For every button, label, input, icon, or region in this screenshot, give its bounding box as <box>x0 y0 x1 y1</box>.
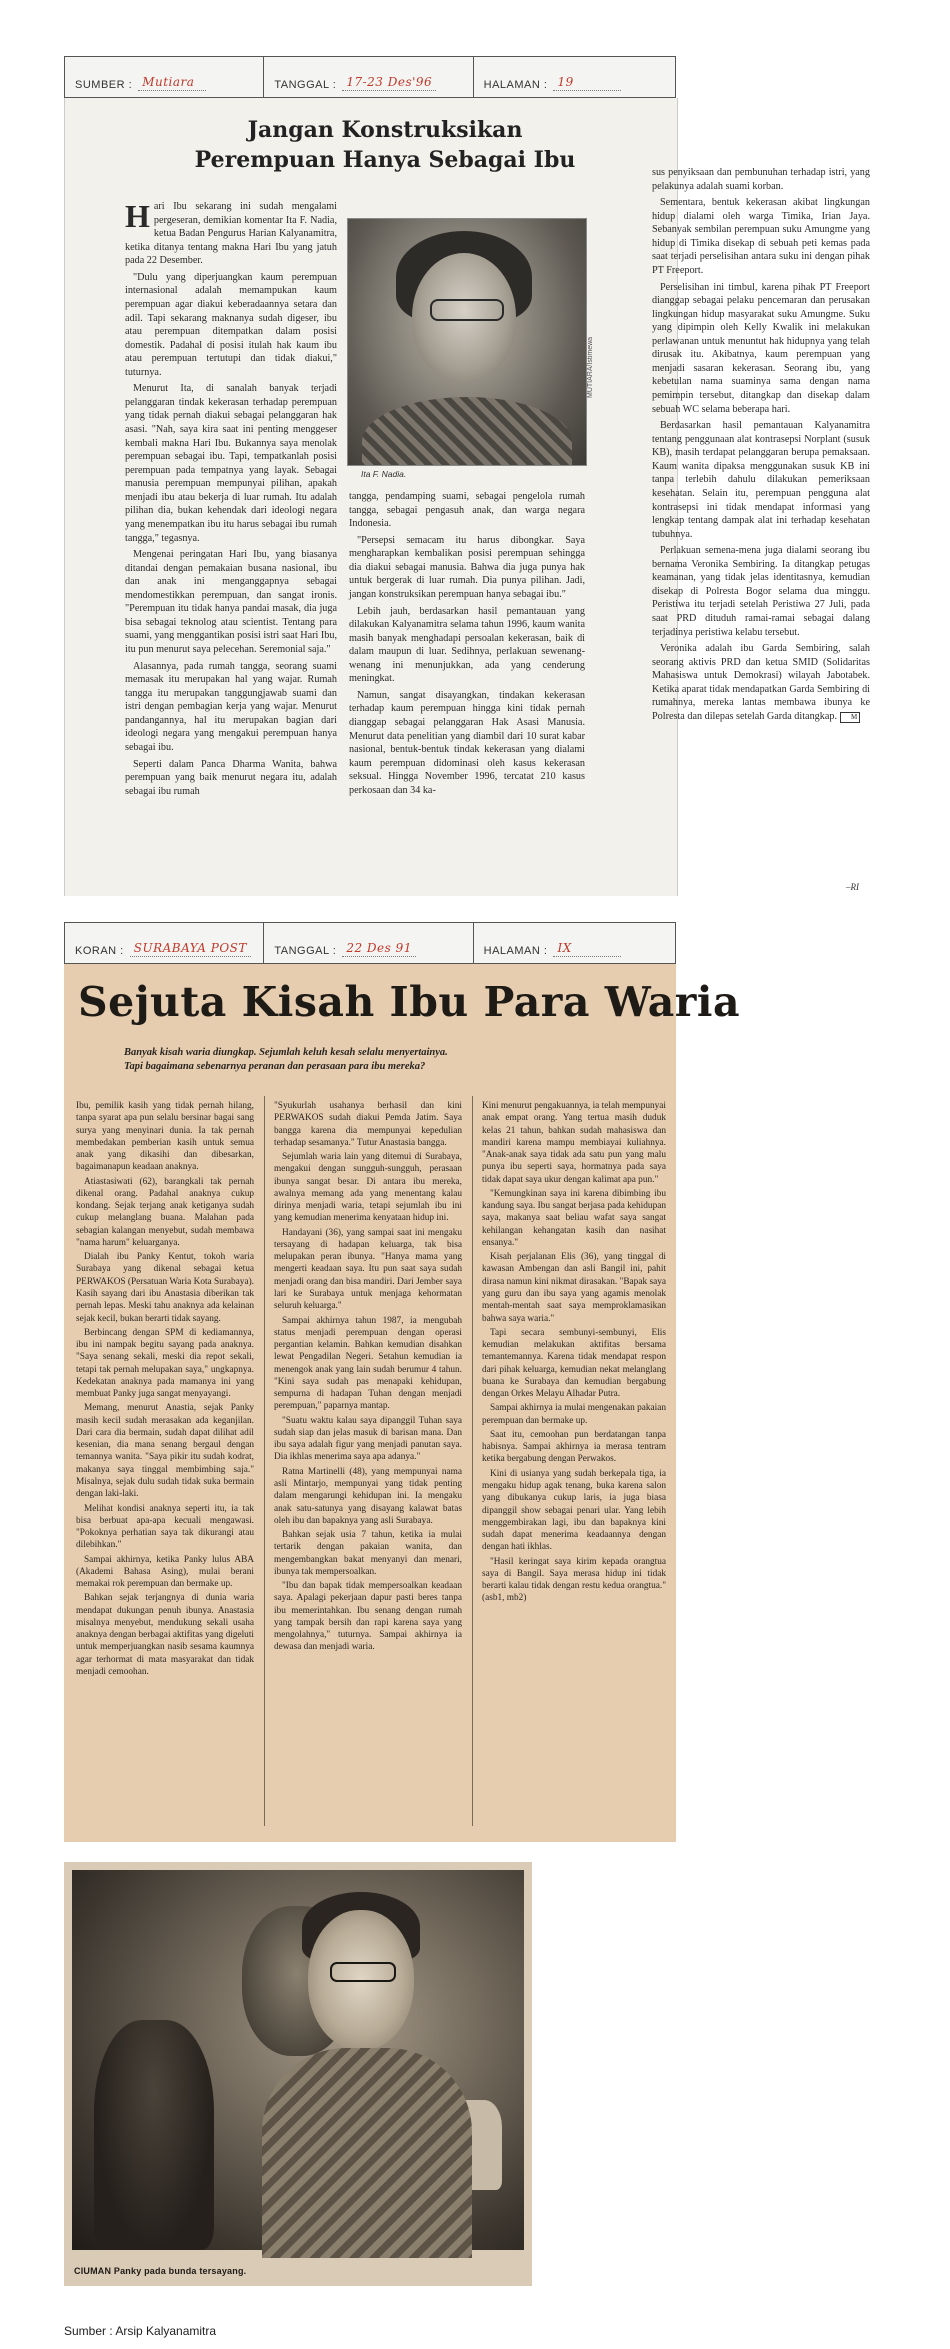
paragraph: Atiastasiwati (62), barangkali tak pernah dikenal orang. Padahal anaknya cukup kondang. Sejak terjang anak ketiganya sudah cukup melanglang buana. Malahan pada sebagian kalangan menyebut, sudah membawa "nama harum" keluarganya. <box>76 1176 254 1248</box>
paragraph: Sementara, bentuk kekerasan akibat lingkungan hidup dialami oleh warga Timika, Irian Jaya. Sebanyak sembilan perempuan suku Amungme yang hidup di Timika disekap di sebuah peti kemas pada saat terjadi perselisihan antara suku ini dengan pihak PT Freeport. <box>652 197 870 276</box>
paragraph: Perselisihan ini timbul, karena pihak PT Freeport dianggap sebagai pelaku pencemaran dan perusakan lingkungan hidup masyarakat suku Amungme. Suku yang dipimpin oleh Kelly Kwalik ini melakukan perlawanan untuk menuntut hak hidupnya yang telah dirusak itu. Akibatnya, kaum perempuan yang menjadi sasaran kekerasan. Seorang ibu, yang kebetulan nama suaminya sama dengan nama pemimpin tersebut, ditangkap dan disekap dalam sebuah WC selama beberapa hari. <box>652 281 870 415</box>
paragraph: Bahkan sejak terjangnya di dunia waria mendapat dukungan penuh ibunya. Anastasia misalnya menyebut, mendukung sekali usaha anaknya dengan berbagai aktifitas yang digeluti untuk memperjuangkan nasib sesama kaumnya agar terhormat di mata masyarakat dan tidak menjadi cemoohan. <box>76 1593 254 1677</box>
tanggal-label: TANGGAL : <box>274 945 337 957</box>
drop-cap: H <box>125 198 150 234</box>
photo-caption: Ita F. Nadia. <box>361 469 407 479</box>
halaman-value: 19 <box>553 75 621 91</box>
halaman-label: HALAMAN : <box>483 945 548 957</box>
koran-cell <box>65 923 264 963</box>
photo-caption: CIUMAN Panky pada bunda tersayang. <box>74 2266 247 2276</box>
paragraph: "Hasil keringat saya kirim kepada orangtua saya di Bangil. Saya merasa hidup ini tidak berarti kalau tidak dengan restu kedua orangtua." (asb1, mb2) <box>482 1556 666 1604</box>
paragraph: Veronika adalah ibu Garda Sembiring, salah seorang aktivis PRD dan ketua SMID (Solidaritas Mahasiswa untuk Demokrasi) wilayah Jabotabek. Ketika aparat tidak mendapatkan Garda Sembiring di rumahnya, mereka lantas membawa ibunya ke Polresta dan dilepas setelah Garda ditangkap. M <box>652 643 870 722</box>
paragraph: Ibu, pemilik kasih yang tidak pernah hilang, tanpa syarat apa pun selalu bersinar bagai sang surya yang menyinari dunia. Ia tak pernah membedakan pemberian kasih untuk semua anak yang dikasihi dan dibesarkan, bagaimanapun keadaan anaknya. <box>76 1101 254 1173</box>
paragraph: "Persepsi semacam itu harus dibongkar. Saya mengharapkan kembalikan posisi perempuan sehingga dia diakui sebagai manusia. Bahwa dia juga punya hak untuk bergerak di luar rumah. Dia punya pilihan. Jadi, jangan konstruksikan perempuan hanya sebagai ibu." <box>349 534 585 600</box>
paragraph: Sampai akhirnya tahun 1987, ia mengubah status menjadi perempuan dengan operasi pergantian kelamin. Bahkan kemudian disahkan lewat Pengadilan Negeri. Setahun kemudian ia menengok anak yang lain sudah berumur 4 tahun. "Kini saya sudah pas menapaki kehidupan, sempurna di hadapan Tuhan dengan menjadi perempuan," paparnya mantap. <box>274 1315 462 1412</box>
paragraph: Mengenai peringatan Hari Ibu, yang biasanya ditandai dengan pemakaian busana nasional, ibu dan anak ini menganggapnya sebagai mendomestikkan perempuan, dan sangat ironis. "Perempuan itu tidak hanya pandai masak, dia juga bisa sebagai teknolog atau scientist. Tentang para suami, yang menggantikan posisi istri saat Hari Ibu, itu pun menurut saya pelecehan. Seremonial saja." <box>125 549 337 655</box>
article-title <box>165 116 605 175</box>
paragraph: Kini di usianya yang sudah berkepala tiga, ia mengaku hidup agak tenang, buka karena salon yang dibukanya cukup laris, ia juga biasa dipanggil show sebagai penari ular. Yang lebih menggembirakan lagi, ibu dan bapaknya kini sudah dapat menerima keadaannya dengan dengan hati ikhlas. <box>482 1468 666 1553</box>
sumber-label: SUMBER : <box>75 79 133 91</box>
photo-credit: MUTIARA/Istimewa <box>587 336 594 398</box>
tanggal-value: 22 Des 91 <box>342 941 416 957</box>
portrait-photo <box>347 218 587 466</box>
paragraph: Melihat kondisi anaknya seperti itu, ia tak bisa berbuat apa-apa kecuali mengawasi. "Pokoknya perhatian saya tak dikurangi atau dilebihkan." <box>76 1503 254 1551</box>
paragraph: Ratna Martinelli (48), yang mempunyai nama asli Mintarjo, mempunyai yang tidak penting dalam mengarungi kehidupan ini. Ia mengaku anak satu-satunya yang disayang kalawat batas oleh ibu dan bapaknya yang asli Surabaya. <box>274 1466 462 1526</box>
clipping-mutiara <box>64 56 676 896</box>
signoff: –RI <box>846 882 859 892</box>
mother-son-photo <box>64 1862 532 2286</box>
article-title-line1: Jangan Konstruksikan <box>247 117 523 143</box>
paragraph: Sejumlah waria lain yang ditemui di Surabaya, mengakui dengan sungguh-sungguh, perasaan ibunya sangat besar. Di antara ibu mereka, awalnya memang ada yang menentang kalau dirinya menjadi waria, tetapi sejumlah ibu ini yang kemudian menerima kenyataan hidup ini. <box>274 1152 462 1224</box>
tanggal-cell <box>264 923 473 963</box>
halaman-cell <box>474 923 675 963</box>
article-title: Sejuta Kisah Ibu Para Waria <box>78 978 741 1026</box>
paragraph: Seperti dalam Panca Dharma Wanita, bahwa perempuan yang baik menurut negara itu, adalah sebagai ibu rumah <box>125 758 337 797</box>
end-mark: M <box>840 712 860 723</box>
photo-plant <box>94 2020 214 2250</box>
paragraph: Saat itu, cemoohan pun berdatangan tanpa habisnya. Sampai akhirnya ia merasa tentram ketika bergabung dengan Perwakos. <box>482 1429 666 1465</box>
paragraph: Bahkan sejak usia 7 tahun, ketika ia mulai tertarik dengan pakaian wanita, dan mengembangkan bakat menyanyi dan menari, ibunya tak mempersoalkan. <box>274 1530 462 1577</box>
article-title-line2: Perempuan Hanya Sebagai Ibu <box>194 146 576 173</box>
article-body <box>64 964 741 1842</box>
tanggal-value: 17-23 Des'96 <box>342 75 436 91</box>
paragraph: Handayani (36), yang sampai saat ini mengaku tersayang di hadapan keluarga, tak bisa melupakan peran ibunya. "Hanya mama yang mengerti keadaan saya. Itu pun saat saya sudah menjadi orang dan bisa mandiri. Dari Jember saya lari ke Surabaya untuk menjaga kehormatan seluruh keluarga." <box>274 1227 462 1312</box>
column-divider <box>264 1096 265 1826</box>
paragraph: "Syukurlah usahanya berhasil dan kini PERWAKOS sudah diakui Pemda Jatim. Saya bangga karena dia mempunyai kepedulian terhadap sesamanya." Tutur Anastasia bangga. <box>274 1101 462 1148</box>
paragraph: Lebih jauh, berdasarkan hasil pemantauan yang dilakukan Kalyanamitra selama tahun 1996, kaum wanita masih banyak menghadapi persoalan kekerasan, baik di dalam maupun di luar. Sedihnya, perlakuan sewenang-wenang ini menunjukkan, ada yang cenderung meningkat. <box>349 605 585 685</box>
article-column-3 <box>482 1100 666 1607</box>
article-column-2 <box>274 1100 462 1656</box>
paragraph: "Suatu waktu kalau saya dipanggil Tuhan saya sudah siap dan jelas masuk di barisan mana. Dan ibu saya adalah figur yang menjadi panutan saya. Dia ikhlas menerima saya apa adanya." <box>274 1415 462 1463</box>
tanggal-cell <box>264 57 473 97</box>
source-note: Sumber : Arsip Kalyanamitra <box>64 2324 217 2338</box>
article-column-1 <box>125 200 337 801</box>
photo-scene <box>72 1870 524 2250</box>
sumber-value: Mutiara <box>138 75 206 91</box>
halaman-value: IX <box>553 941 621 957</box>
paragraph: Kini menurut pengakuannya, ia telah mempunyai anak empat orang. Yang tertua masih duduk kelas 21 tahun, bahkan sudah mahasiswa dan mandiri karena mampu membiayai kuliahnya. "Anak-anak saya tidak ada satu pun yang malu punya ibu seperti saya, hormatnya pada saya tidak dapat saya ukur dengan kalimat apa pun." <box>482 1101 666 1185</box>
paragraph: Memang, menurut Anastia, sejak Panky masih kecil sudah merasakan ada keganjilan. Dari cara dia bermain, sudah dapat dilihat adil kesenian, dia mana senang bergaul dengan temannya wanita. "Saya pikir itu sudah kodrat, makanya saya tinggal membimbing saja." Misalnya, sejak dulu sudah tidak suka bermain dengan laki-laki. <box>76 1403 254 1500</box>
paragraph: Menurut Ita, di sanalah banyak terjadi pelanggaran tindak kekerasan terhadap perempuan yang tidak pernah diakui sebagai pelanggaran hak asasi. "Nah, saya kira saat ini penting menggeser kembali makna Hari Ibu. Bukannya saya menolak perempuan sebagai ibu. Tapi, tempatkanlah posisi perempuan pada tempatnya yang layak. Sebagai manusia perempuan mempunyai pilihan, apakah menjadi ibu atau bekerja di luar rumah. Itu adalah pilihan dia, bukan kehendak dari ideologi negara yang menempatkan ibu itu harus sebagai ibu rumah tangga," tegasnya. <box>125 383 337 544</box>
paragraph: Berbincang dengan SPM di kediamannya, ibu ini nampak begitu sayang pada anaknya. "Saya senang sekali, meski dia repot sekali, tetapi tak pernah melupakan saya," ungkapnya. Kedekatan anaknya pada mamanya ini yang membuat Panky juga sangat menyayangi. <box>76 1327 254 1400</box>
tanggal-label: TANGGAL : <box>274 79 337 91</box>
halaman-cell <box>474 57 675 97</box>
paragraph: Sampai akhirnya ia mulai mengenakan pakaian perempuan dan bermake up. <box>482 1403 666 1426</box>
halaman-label: HALAMAN : <box>483 79 548 91</box>
sumber-cell <box>65 57 264 97</box>
koran-value: SURABAYA POST <box>130 941 251 957</box>
paragraph: Berdasarkan hasil pemantauan Kalyanamitra tentang penggunaan alat kontrasepsi Norplant (susuk KB), masih terdapat pelanggaran berupa pemaksaan. Kaum wanita dipaksa menggunakan susuk KB ini tanpa terlebih dahulu dilakukan pemeriksaan kesehatan. Selain itu, perempuan pengguna alat kontrasepsi ini tidak mendapat informasi yang lengkap tentang dampak alat ini terhadap kesehatan tubuhnya. <box>652 420 870 540</box>
paragraph: Hari Ibu sekarang ini sudah mengalami pergeseran, demikian komentar Ita F. Nadia, ketua Badan Pengurus Harian Kalyanamitra, ketika ditanya tentang makna Hari Ibu yang jatuh pada 22 Desember. <box>125 198 337 267</box>
paragraph: Sampai akhirnya, ketika Panky lulus ABA (Akademi Bahasa Asing), mulai berani memakai rok perempuan dan bermake up. <box>76 1554 254 1590</box>
paragraph: Dialah ibu Panky Kentut, tokoh waria Surabaya yang dikenal sebagai ketua PERWAKOS (Persatuan Waria Kota Surabaya). Kasih sayang dari ibu Anastasia diberikan tak pernah lepas. Meski tahu anaknya ada kelainan sejak kecil, bukan berarti tidak sayang. <box>76 1252 255 1324</box>
article-column-1 <box>76 1100 254 1680</box>
paragraph: Tapi secara sembunyi-sembunyi, Elis kemudian melakukan aktifitas bersama temantemannya. Karena tidak mendapat respon dari pihak keluarga, kemudian nekat melanglang buana ke Surabaya dan kemudian bergabung dengan Orkes Melayu Alhadar Putra. <box>482 1327 666 1400</box>
paragraph: Alasannya, pada rumah tangga, seorang suami memasak itu merupakan hal yang wajar. Rumah tangga itu merupakan tanggungjawab suami dan istri dengan pembagian kerja yang wajar. Menurut pandangannya, hal itu merupakan bagian dari ideologi negara yang mengakui perempuan hanya sebagai ibu. <box>125 660 337 753</box>
photo-glasses <box>330 1962 396 1982</box>
article-lead: Banyak kisah waria diungkap. Sejumlah keluh kesah selalu menyertainya. Tapi bagaimana sebenarnya peranan dan perasaan para ibu mereka? <box>124 1047 448 1072</box>
clipping-surabaya-post <box>64 922 741 1842</box>
column-divider <box>472 1096 473 1826</box>
photo-mother-body <box>262 2048 472 2258</box>
paragraph: "Dulu yang diperjuangkan kaum perempuan internasional adalah memampukan kaum perempuan agar diakui keberadaannya setara dan adil. Tapi sekarang maknanya sudah digeser, ibu atau perempuan ditempatkan dalam posisi domestik. Padahal di posisi itulah hak kaum ibu atau perempuan tertutupi dan tidak diakui," tuturnya. <box>125 271 337 378</box>
article-column-3 <box>652 166 870 727</box>
photo-glasses <box>430 299 504 321</box>
paragraph: Kisah perjalanan Elis (36), yang tinggal di kawasan Ambengan dan asli Bangil ini, pahit dirasa namun kini nikmat dirasakan. "Bapak saya yang guru dan ibu saya yang agamis menolak mentah-mentah saat saya memproklamasikan bahwa saya waria." <box>482 1252 666 1324</box>
paragraph: sus penyiksaan dan pembunuhan terhadap istri, yang pelakunya adalah suami korban. <box>652 167 870 192</box>
article-column-2 <box>349 490 585 800</box>
clipping-header <box>64 922 676 964</box>
article-body <box>64 98 678 896</box>
paragraph: Perlakuan semena-mena juga dialami seorang ibu bernama Veronika Sembiring. Ia ditangkap petugas keamanan, yang tidak jelas identitasnya, kemudian disekap di Polresta Bogor selama dua minggu. Peristiwa itu terjadi setelah Peristiwa 27 Juli, pada saat PRD dituduh ramai-ramai sebagai dalang terjadinya peristiwa kelabu tersebut. <box>652 545 870 638</box>
clipping-header <box>64 56 676 98</box>
paragraph: "Ibu dan bapak tidak mempersoalkan keadaan saya. Apalagi pekerjaan dapur pasti beres tanpa ibu memerintahkan. Ibu senang dengan rumah yang tampak bersih dan rapi karena saya yang mengolahnya," tuturnya. Sampai akhirnya ia dewasa dan menjadi waria. <box>274 1581 462 1653</box>
paragraph: "Kemungkinan saya ini karena dibimbing ibu kandung saya. Ibu sangat berjasa pada kehidupan saya, makanya saat beliau wafat saya sangat kehilangan kehangatan kasih dan nasihat ensanya." <box>482 1188 666 1248</box>
paragraph: Namun, sangat disayangkan, tindakan kekerasan terhadap kaum perempuan hingga kini tidak pernah dianggap sebagai pelanggaran Hak Asasi Manusia. Menurut data penelitian yang diambil dari 10 surat kabar nasional, bentuk-bentuk tindak kekerasan yang dialami kaum perempuan didominasi oleh kasus kekerasan seksual. Hingga November 1996, tercatat 210 kasus perkosaan dan 34 ka- <box>349 689 585 796</box>
photo-shoulders <box>362 397 572 466</box>
paragraph: tangga, pendamping suami, sebagai pengelola rumah tangga, sebagai pengasuh anak, dan warga negara Indonesia. <box>349 491 585 530</box>
koran-label: KORAN : <box>75 945 124 957</box>
